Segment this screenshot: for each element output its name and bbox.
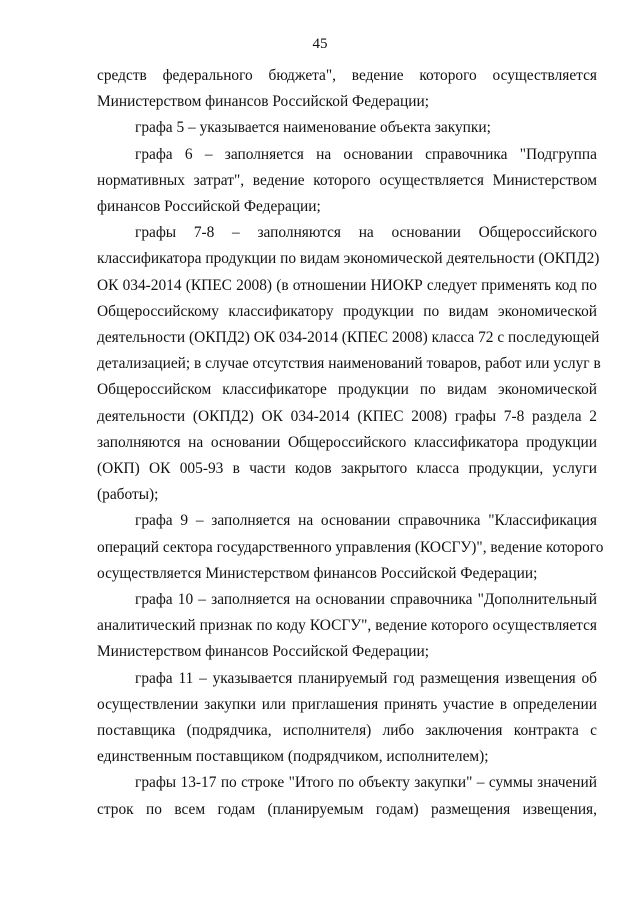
text-line: средств федерального бюджета", ведение которого осуществляется	[97, 67, 597, 84]
text-line: графа 6 – заполняется на основании справочника "Подгруппа	[135, 145, 597, 163]
text-line: поставщика (подрядчика, исполнителя) либо заключения контракта с	[97, 722, 597, 740]
text-line: заполняются на основании Общероссийского классификатора продукции	[97, 433, 597, 451]
text-line: операций сектора государственного управления (КОСГУ)", ведение которого	[97, 538, 604, 556]
text-line: деятельности (ОКПД2) ОК 034-2014 (КПЕС 2008) класса 72 с последующей	[97, 329, 600, 347]
text-line: графа 5 – указывается наименование объекта закупки;	[135, 119, 491, 137]
text-line: осуществлении закупки или приглашения принять участие в определении	[97, 695, 597, 713]
text-line: (работы);	[97, 486, 159, 504]
text-line: графа 9 – заполняется на основании справочника "Классификация	[135, 512, 597, 530]
text-line: детализацией; в случае отсутствия наименований товаров, работ или услуг в	[97, 355, 601, 373]
text-line: (ОКП) ОК 005-93 в части кодов закрытого класса продукции, услуги	[97, 460, 597, 478]
text-line: графы 7-8 – заполняются на основании Общероссийского	[135, 224, 597, 242]
text-line: Общероссийском классификаторе продукции по видам экономической	[97, 381, 597, 399]
text-line: осуществляется Министерством финансов Российской Федерации;	[97, 564, 538, 582]
text-line: деятельности (ОКПД2) ОК 034-2014 (КПЕС 2008) графы 7-8 раздела 2	[97, 407, 597, 425]
text-line: ОК 034-2014 (КПЕС 2008) (в отношении НИОКР следует применять код по	[97, 276, 597, 294]
text-line: графа 10 – заполняется на основании справочника "Дополнительный	[135, 591, 597, 609]
paragraph	[97, 770, 597, 822]
text-line: аналитический признак по коду КОСГУ", ведение которого осуществляется	[97, 617, 597, 635]
text-line: финансов Российской Федерации;	[97, 198, 321, 216]
page-number: 45	[312, 36, 328, 52]
text-line: Общероссийскому классификатору продукции по видам экономической	[97, 302, 597, 320]
text-line: нормативных затрат", ведение которого осуществляется Министерством	[97, 171, 597, 189]
text-line: графы 13-17 по строке "Итого по объекту закупки" – суммы значений	[135, 774, 597, 792]
paragraph	[97, 666, 597, 771]
paragraph	[97, 587, 597, 666]
text-line: единственным поставщиком (подрядчиком, исполнителем);	[97, 748, 489, 766]
body-text	[97, 63, 604, 823]
text-line: Министерством финансов Российской Федерации;	[97, 93, 429, 111]
paragraph	[97, 63, 597, 115]
text-line: классификатора продукции по видам экономической деятельности (ОКПД2)	[97, 250, 600, 268]
paragraph	[97, 220, 601, 508]
paragraph	[97, 142, 597, 221]
paragraph	[97, 115, 597, 141]
paragraph	[97, 508, 604, 587]
text-line: Министерством финансов Российской Федерации;	[97, 643, 429, 661]
text-line: строк по всем годам (планируемым годам) размещения извещения,	[97, 800, 597, 818]
text-line: графа 11 – указывается планируемый год размещения извещения об	[135, 669, 597, 687]
